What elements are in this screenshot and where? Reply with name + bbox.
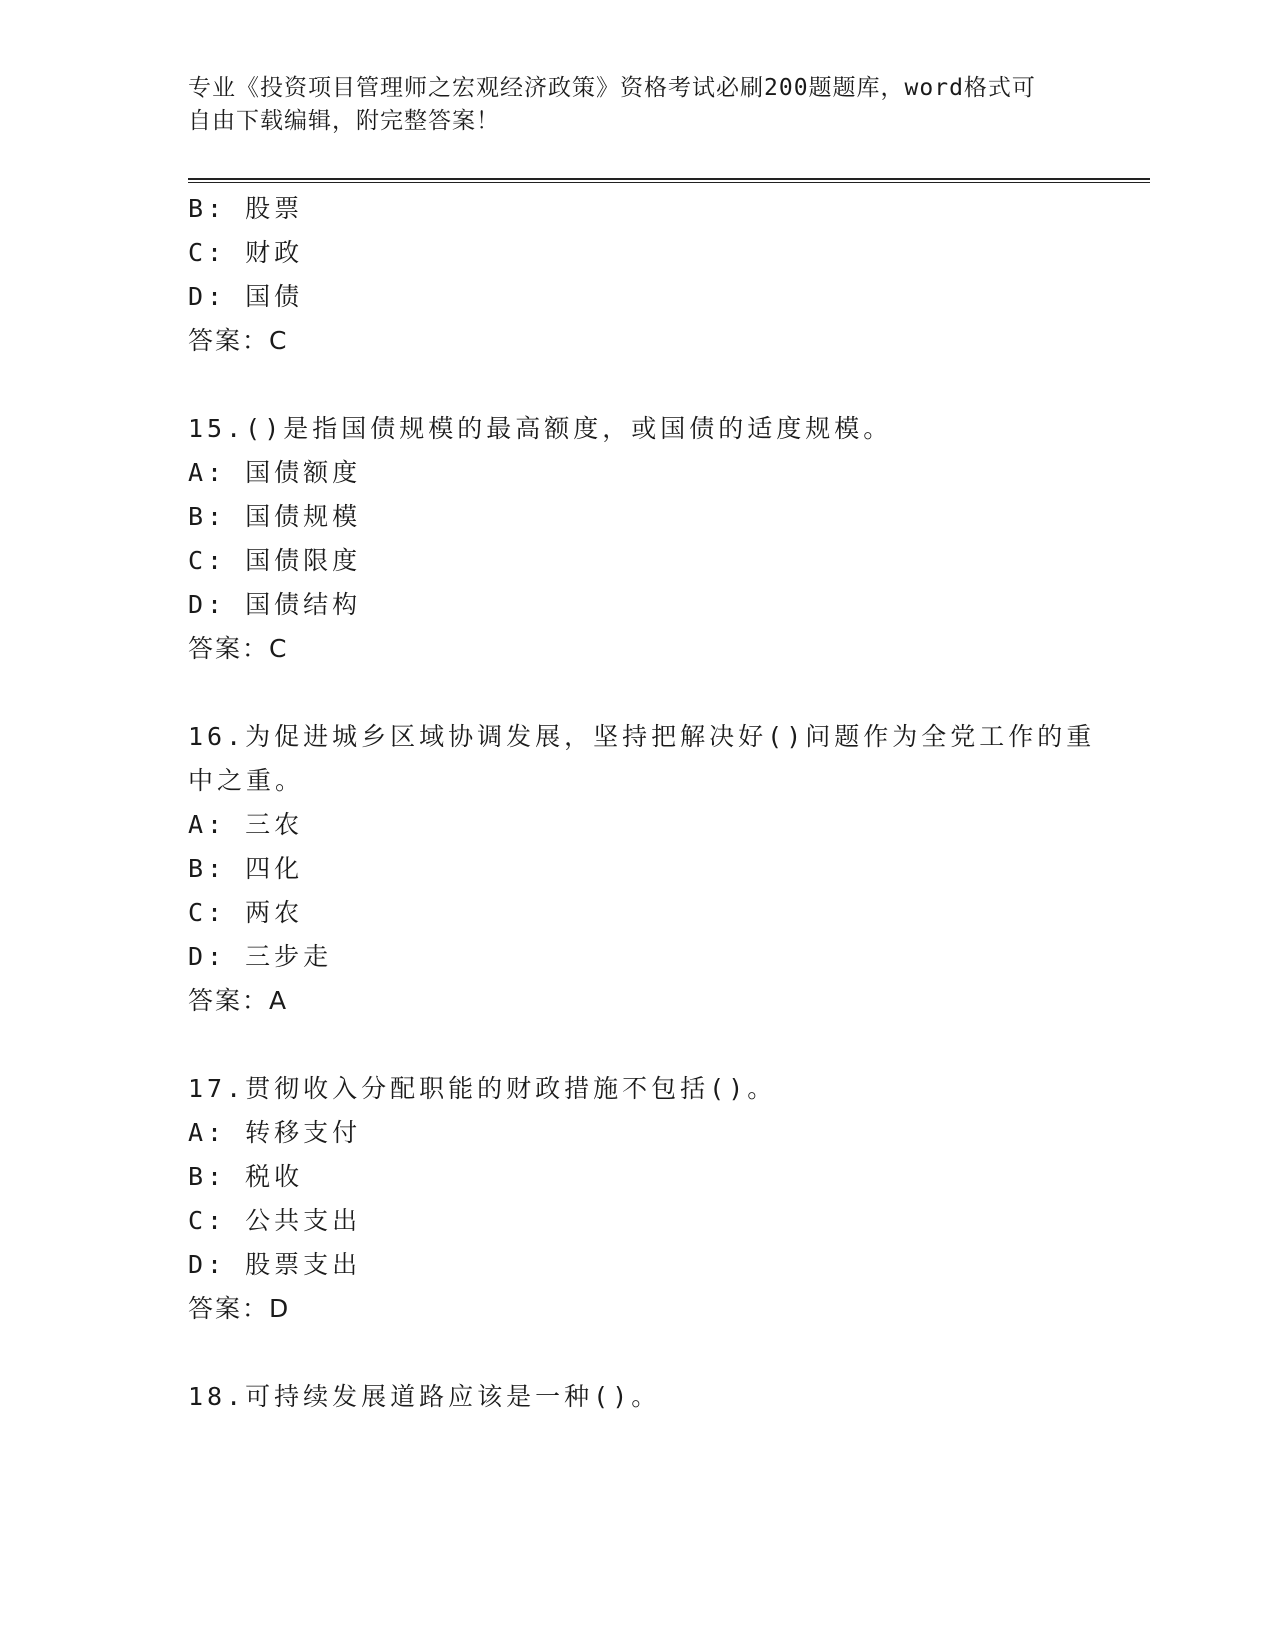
question-stem: 18.可持续发展道路应该是一种()。 (188, 1382, 661, 1411)
question-stem: 15.()是指国债规模的最高额度，或国债的适度规模。 (188, 414, 893, 443)
answer-line: 答案：C (188, 634, 289, 663)
question-stem-continued: 中之重。 (188, 766, 305, 795)
option-c: C: 公共支出 (188, 1206, 362, 1235)
header-line-1: 专业《投资项目管理师之宏观经济政策》资格考试必刷200题题库，word格式可 (188, 75, 1036, 101)
option-c: C: 国债限度 (188, 546, 362, 575)
option-b: B: 税收 (188, 1162, 304, 1191)
option-b: B: 四化 (188, 854, 304, 883)
option-d: D: 国债 (188, 282, 304, 311)
answer-line: 答案：A (188, 986, 289, 1015)
document-header (188, 72, 1088, 138)
option-a: A: 三农 (188, 810, 304, 839)
option-d: D: 三步走 (188, 942, 333, 971)
option-b: B: 国债规模 (188, 502, 362, 531)
option-a: A: 国债额度 (188, 458, 362, 487)
option-b: B: 股票 (188, 194, 304, 223)
option-a: A: 转移支付 (188, 1118, 362, 1147)
option-c: C: 两农 (188, 898, 304, 927)
question-stem: 16.为促进城乡区域协调发展，坚持把解决好()问题作为全党工作的重 (188, 722, 1096, 751)
answer-line: 答案：D (188, 1294, 291, 1323)
header-line-2: 自由下载编辑，附完整答案！ (188, 108, 500, 134)
question-stem: 17.贯彻收入分配职能的财政措施不包括()。 (188, 1074, 777, 1103)
header-divider (188, 178, 1150, 183)
answer-line: 答案：C (188, 326, 289, 355)
option-d: D: 股票支出 (188, 1250, 362, 1279)
option-c: C: 财政 (188, 238, 304, 267)
option-d: D: 国债结构 (188, 590, 362, 619)
